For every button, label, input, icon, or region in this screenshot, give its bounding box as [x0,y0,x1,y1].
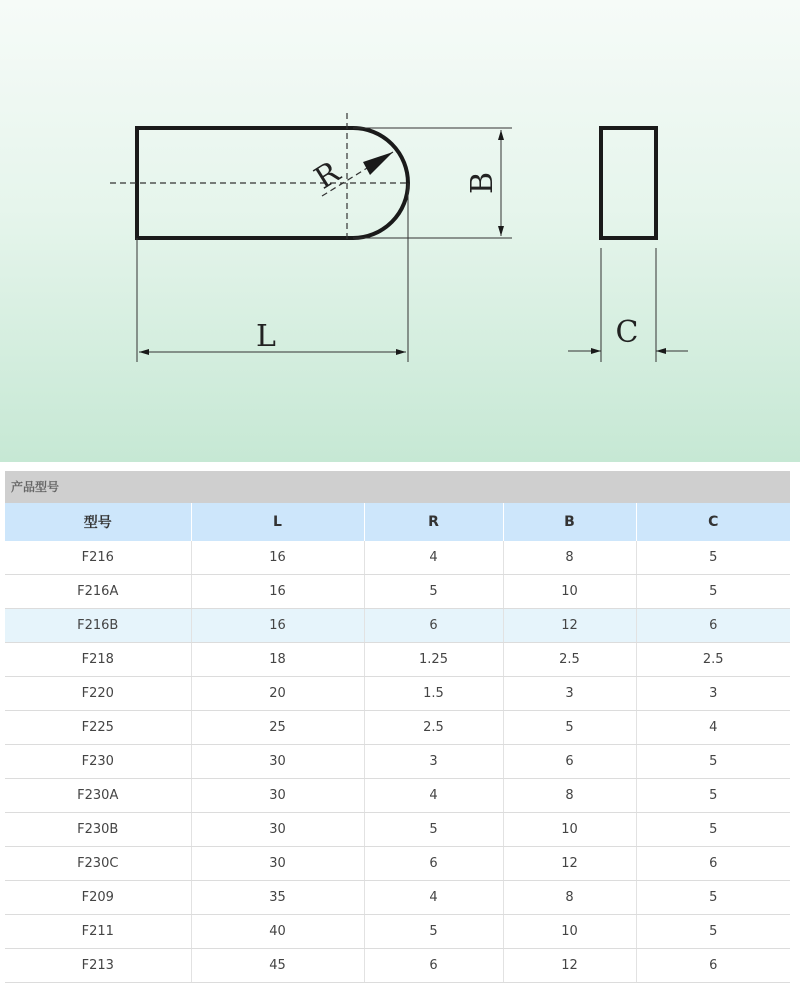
table-cell: 1.25 [364,643,503,677]
radius-label: R [308,154,347,197]
l-label: L [256,319,276,354]
table-cell: 3 [503,677,636,711]
table-cell: 5 [636,813,790,847]
table-cell: 20 [191,677,364,711]
table-cell: F225 [5,711,191,745]
table-cell: 6 [503,745,636,779]
table-cell: 45 [191,949,364,983]
table-cell: F209 [5,881,191,915]
technical-drawing [0,0,800,462]
table-cell: 12 [503,949,636,983]
b-label: B [465,171,500,195]
column-header: L [191,503,364,541]
table-row [5,677,790,711]
key-drawing-svg [0,0,800,462]
table-cell: F230C [5,847,191,881]
column-header: B [503,503,636,541]
table-cell: 5 [503,711,636,745]
table-cell: 5 [364,575,503,609]
table-row [5,949,790,983]
table-cell: 10 [503,813,636,847]
table-cell: 30 [191,847,364,881]
table-cell: 5 [364,813,503,847]
table-cell: 30 [191,779,364,813]
table-cell: 30 [191,813,364,847]
c-label: C [615,315,639,350]
table-row [5,779,790,813]
table-cell: 1.5 [364,677,503,711]
table-cell: 6 [364,949,503,983]
table-cell: 6 [636,847,790,881]
table-body [5,541,790,983]
table-cell: 5 [636,881,790,915]
product-spec-table-container [5,471,790,983]
table-cell: 2.5 [636,643,790,677]
table-cell: 8 [503,881,636,915]
table-cell: F216A [5,575,191,609]
table-cell: 40 [191,915,364,949]
table-row [5,711,790,745]
table-cell: F230A [5,779,191,813]
column-header: 型号 [5,503,191,541]
side-view-outline [601,128,656,238]
table-row [5,575,790,609]
table-cell: 12 [503,847,636,881]
table-row [5,541,790,575]
table-cell: 30 [191,745,364,779]
table-cell: 8 [503,779,636,813]
table-cell: 6 [364,847,503,881]
product-spec-table [5,503,790,983]
table-cell: 6 [636,949,790,983]
table-cell: 6 [364,609,503,643]
table-row [5,813,790,847]
table-cell: 10 [503,915,636,949]
table-cell: 2.5 [503,643,636,677]
table-row [5,609,790,643]
table-cell: 8 [503,541,636,575]
table-cell: 4 [364,881,503,915]
table-cell: F216B [5,609,191,643]
table-cell: 35 [191,881,364,915]
column-header: C [636,503,790,541]
table-cell: F220 [5,677,191,711]
radius-arrow-head [363,152,393,175]
table-cell: 5 [636,541,790,575]
table-cell: 18 [191,643,364,677]
table-row [5,881,790,915]
table-cell: 5 [636,745,790,779]
table-cell: 16 [191,609,364,643]
table-row [5,915,790,949]
table-row [5,847,790,881]
table-cell: 4 [364,779,503,813]
column-header: R [364,503,503,541]
table-cell: 12 [503,609,636,643]
table-cell: F213 [5,949,191,983]
table-row [5,643,790,677]
table-cell: 6 [636,609,790,643]
table-cell: F216 [5,541,191,575]
table-cell: 25 [191,711,364,745]
table-cell: 5 [636,915,790,949]
table-cell: 16 [191,541,364,575]
table-cell: 3 [636,677,790,711]
table-cell: 10 [503,575,636,609]
table-cell: 5 [364,915,503,949]
table-cell: F230B [5,813,191,847]
table-cell: 3 [364,745,503,779]
table-cell: 2.5 [364,711,503,745]
table-caption: 产品型号 [5,471,790,503]
table-header-row [5,503,790,541]
table-cell: 5 [636,779,790,813]
table-cell: 4 [636,711,790,745]
table-row [5,745,790,779]
table-cell: 4 [364,541,503,575]
table-cell: 16 [191,575,364,609]
table-cell: 5 [636,575,790,609]
table-cell: F218 [5,643,191,677]
table-cell: F211 [5,915,191,949]
table-cell: F230 [5,745,191,779]
